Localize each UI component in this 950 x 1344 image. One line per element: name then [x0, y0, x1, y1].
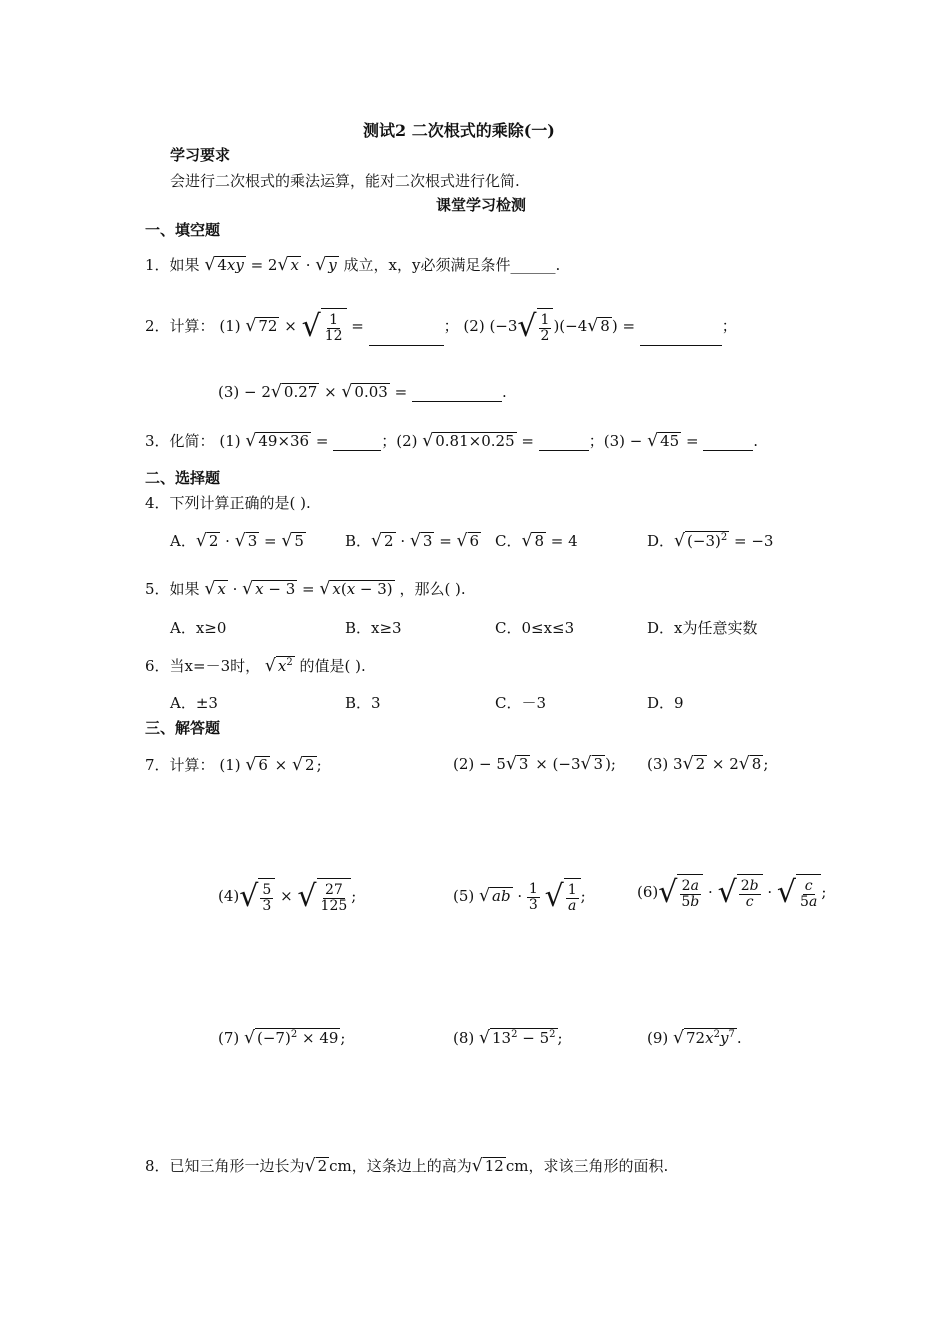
q7-number: 7． — [145, 756, 170, 774]
question-4 — [145, 492, 311, 513]
q4-stem: 下列计算正确的是( ). — [169, 494, 311, 512]
q8-side: √ 2 cm — [304, 1156, 352, 1176]
q4-option-b[interactable]: B．√ 2 · √ 3 = √ 6 — [345, 531, 480, 551]
question-8 — [145, 1155, 668, 1176]
section-answer: 三、解答题 — [145, 719, 221, 737]
q2-part2: (2) (−3 √ $\frac{1}{2}$ )(−4√ 8 ) = ； — [463, 309, 737, 344]
q1-formula: √ 4xy = 2√ x · √ y — [204, 255, 337, 275]
q5-formula: √ x · √ x − 3 = √ x(x − 3) — [204, 579, 393, 599]
q7-part5: (5) √ ab · $\frac{1}{3}$ √ $\frac{1}{a}$ ; — [453, 879, 586, 914]
section-choice: 二、选择题 — [145, 469, 221, 487]
q3-number: 3． — [145, 432, 170, 450]
q6-number: 6． — [145, 657, 170, 675]
q7-part7: (7) √ $(-7)^2 \times 49$ ; — [218, 1028, 346, 1048]
q6-option-a[interactable]: A．±3 — [170, 694, 218, 712]
q5-option-a[interactable]: A．x≥0 — [170, 619, 227, 637]
q4-number: 4． — [145, 494, 170, 512]
q8-text-2: ，这条边上的高为 — [351, 1157, 472, 1175]
q6-option-b[interactable]: B．3 — [345, 694, 381, 712]
q8-text-3: ，求该三角形的面积. — [528, 1157, 669, 1175]
q2-part3: (3) − 2√ 0.27 × √ 0.03 = . — [218, 382, 507, 402]
q2-prefix: 计算： — [169, 317, 215, 335]
q5-number: 5． — [145, 580, 170, 598]
q7-part4: (4) √ $\frac{5}{3}$ × √ $\frac{27}{125}$ ; — [218, 879, 357, 914]
q5-prefix: 如果 — [169, 580, 200, 598]
q5-option-b[interactable]: B．x≥3 — [345, 619, 402, 637]
q4-option-c[interactable]: C．√ 8 = 4 — [495, 531, 578, 551]
q7-part8: (8) √ $13^2 - 5^2$ ; — [453, 1028, 563, 1048]
question-1 — [145, 254, 560, 275]
q7-prefix: 计算： — [169, 756, 215, 774]
requirement-heading: 学习要求 — [170, 146, 231, 164]
q1-prefix: 如果 — [169, 256, 200, 274]
q6-prefix: 当x=－3时， — [169, 657, 261, 675]
q7-part9: (9) √ $72x^2y^7$ . — [647, 1028, 742, 1048]
question-3 — [145, 430, 758, 451]
q6-option-d[interactable]: D．9 — [647, 694, 684, 712]
q4-option-a[interactable]: A．√ 2 · √ 3 = √ 5 — [170, 531, 304, 551]
q8-text-1: 已知三角形一边长为 — [169, 1157, 305, 1175]
q5-suffix: ，那么( ). — [399, 580, 466, 598]
q8-height: √ 12 cm — [471, 1156, 529, 1176]
q1-suffix: 成立，x，y必须满足条件______. — [343, 256, 561, 274]
q7-part3: (3) 3√ 2 × 2√ 8 ; — [647, 754, 769, 774]
q6-suffix: 的值是( ). — [299, 657, 366, 675]
requirement-text: 会进行二次根式的乘法运算，能对二次根式进行化简. — [170, 172, 520, 190]
q2-part1: (1) √ 72 × √ $\frac{1}{12}$ = ； — [219, 309, 459, 344]
q5-option-c[interactable]: C．0≤x≤3 — [495, 619, 575, 637]
question-7 — [145, 754, 322, 775]
q7-part1: (1) √ 6 × √ 2 ; — [219, 755, 322, 775]
q4-option-d[interactable]: D．√ $(-3)^2 = -3$ — [647, 531, 774, 551]
q2-number: 2． — [145, 317, 170, 335]
q7-part2: (2) − 5√ 3 × (−3√ 3 ); — [453, 754, 616, 774]
q1-number: 1． — [145, 256, 170, 274]
q6-option-c[interactable]: C．－3 — [495, 694, 547, 712]
q6-formula: √ $x^2$ — [264, 656, 293, 676]
q7-part6: (6) √ $\frac{2a}{5b}$ · √ $\frac{2b}{c}$ · √ $\frac{c}{5a}$ ; — [637, 875, 827, 910]
section-fill-in: 一、填空题 — [145, 221, 221, 239]
question-6 — [145, 655, 366, 676]
question-2 — [145, 308, 737, 346]
q5-option-d[interactable]: D．x为任意实数 — [647, 619, 758, 637]
question-2-line2 — [218, 382, 507, 402]
q3-formula: (1) √ 49×36 = ；(2) √ 0.81×0.25 = ；(3) − √ 45 = . — [219, 431, 759, 451]
classroom-heading: 课堂学习检测 — [436, 196, 527, 214]
question-5 — [145, 578, 466, 599]
q3-prefix: 化简： — [169, 432, 215, 450]
q8-number: 8． — [145, 1157, 170, 1175]
page-title: 测试2 二次根式的乘除(一) — [363, 121, 555, 140]
